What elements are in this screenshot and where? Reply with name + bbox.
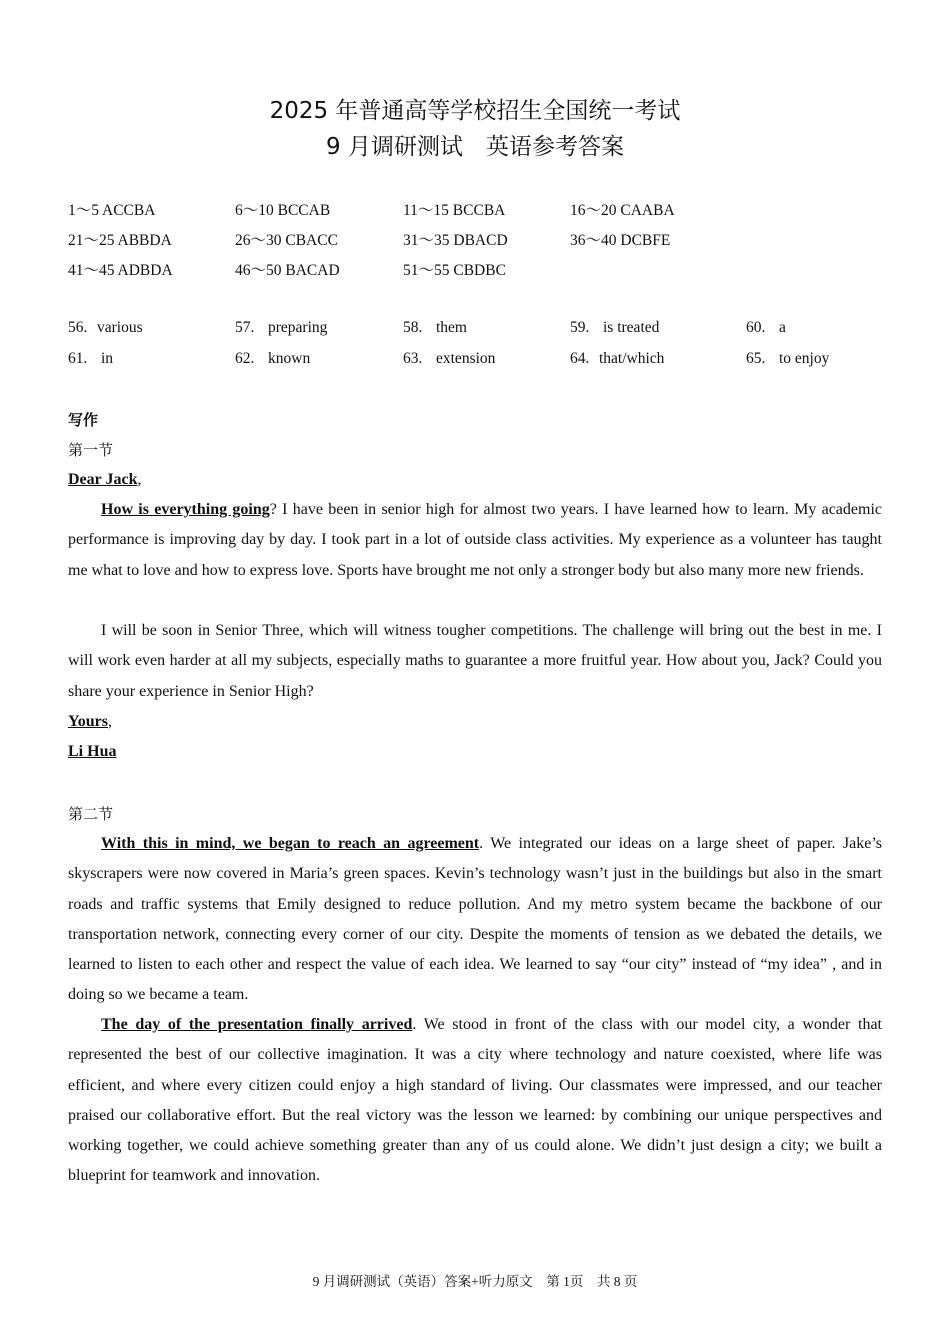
question-number: 62. xyxy=(235,350,255,367)
story-paragraph-2-text: . We stood in front of the class with our model city, a wonder that represented the best of our collective imagination. It was a city where technology and nature coexisted, where life was efficient, and where every citizen could enjoy a high standard of living. Our classmates were impressed, and our teacher praised our collaborative effort. But the real victory was the lesson we learned: by combining our unique perspectives and working together, we could achieve something greater than any of us could alone. We didn’t just design a city; we built a blueprint for teamwork and innovation. xyxy=(68,1016,882,1185)
exam-title: 2025 年普通高等学校招生全国统一考试 xyxy=(269,98,681,124)
writing-heading: 写作 xyxy=(68,411,99,429)
fill-answer: known xyxy=(268,350,311,367)
question-number: 65. xyxy=(746,350,766,367)
choice-answer: 11～15 BCCBA xyxy=(403,202,506,219)
greeting-text: Dear Jack xyxy=(68,471,138,488)
signature-text: Li Hua xyxy=(68,743,117,760)
story-paragraph-2 xyxy=(68,1010,882,1192)
question-number: 61. xyxy=(68,350,88,367)
choice-answer: 21～25 ABBDA xyxy=(68,232,172,249)
letter-paragraph-1-text: ? I have been in senior high for almost two years. I have learned how to learn. My academic performance is improving day by day. I took part in a lot of outside class activities. My experience as a volunteer has taught me what to love and how to express love. Sports have brought me not only a stronger body but also many more new friends. xyxy=(68,501,882,579)
closing-text: Yours xyxy=(68,713,109,730)
question-number: 58. xyxy=(403,319,423,336)
fill-answer-row xyxy=(68,319,898,343)
choice-answer: 16～20 CAABA xyxy=(570,202,675,219)
story-paragraph-1 xyxy=(68,829,882,1011)
fill-answer-row xyxy=(68,350,898,374)
fill-answer: in xyxy=(101,350,114,367)
letter-opening-lead: How is everything going xyxy=(101,501,270,518)
question-number: 57. xyxy=(235,319,255,336)
choice-answer: 46～50 BACAD xyxy=(235,262,340,279)
choice-answer-row xyxy=(68,228,898,252)
greeting-punct: , xyxy=(137,471,142,488)
fill-answer: extension xyxy=(436,350,496,367)
choice-answer: 31～35 DBACD xyxy=(403,232,508,249)
closing-punct: , xyxy=(108,713,113,730)
choice-answer: 51～55 CBDBC xyxy=(403,262,506,279)
letter-closing xyxy=(68,707,882,737)
letter-greeting xyxy=(68,465,882,495)
letter-paragraph-2: I will be soon in Senior Three, which will witness tougher competitions. The challenge will bring out the best in me. I will work even harder at all my subjects, especially maths to guarantee a more fruitful year. How about you, Jack? Could you share your experience in Senior High? xyxy=(68,622,882,700)
question-number: 60. xyxy=(746,319,766,336)
fill-answer: is treated xyxy=(603,319,660,336)
question-number: 56. xyxy=(68,319,88,336)
story-paragraph-1-text: . We integrated our ideas on a large sheet of paper. Jake’s skyscrapers were now covered in Maria’s green spaces. Kevin’s technology wasn’t just in the buildings but also in the smart roads and traffic systems that Emily designed to reduce pollution. And my metro system became the backbone of our transportation network, connecting every corner of our city. Despite the moments of tension as we debated the details, we learned to listen to each other and respect the value of each idea. We learned to say “our city” instead of “my idea” , and in doing so we became a team. xyxy=(68,835,883,1004)
story-paragraph-2-lead: The day of the presentation finally arrived xyxy=(101,1016,413,1033)
fill-answer: preparing xyxy=(268,319,328,336)
page-footer: 9 月调研测试（英语）答案+听力原文 第 1页 共 8 页 xyxy=(312,1274,638,1289)
fill-answer: them xyxy=(436,319,467,336)
choice-answer: 6～10 BCCAB xyxy=(235,202,331,219)
fill-answer: to enjoy xyxy=(779,350,830,367)
fill-answer: a xyxy=(779,319,786,336)
choice-answer-row xyxy=(68,198,898,222)
choice-answer-row xyxy=(68,258,898,282)
letter-paragraph-1 xyxy=(68,495,882,586)
choice-answer: 26～30 CBACC xyxy=(235,232,338,249)
section-two-label: 第二节 xyxy=(68,805,114,823)
letter-signature xyxy=(68,737,882,767)
question-number: 63. xyxy=(403,350,423,367)
question-number: 64. xyxy=(570,350,590,367)
exam-subtitle: 9 月调研测试 英语参考答案 xyxy=(326,134,624,160)
choice-answer: 1～5 ACCBA xyxy=(68,202,156,219)
fill-answer: various xyxy=(97,319,143,336)
story-paragraph-1-lead: With this in mind, we began to reach an agreement xyxy=(101,835,480,852)
section-one-label: 第一节 xyxy=(68,441,114,459)
fill-answer: that/which xyxy=(599,350,665,367)
choice-answer: 36～40 DCBFE xyxy=(570,232,671,249)
choice-answer: 41～45 ADBDA xyxy=(68,262,173,279)
question-number: 59. xyxy=(570,319,590,336)
